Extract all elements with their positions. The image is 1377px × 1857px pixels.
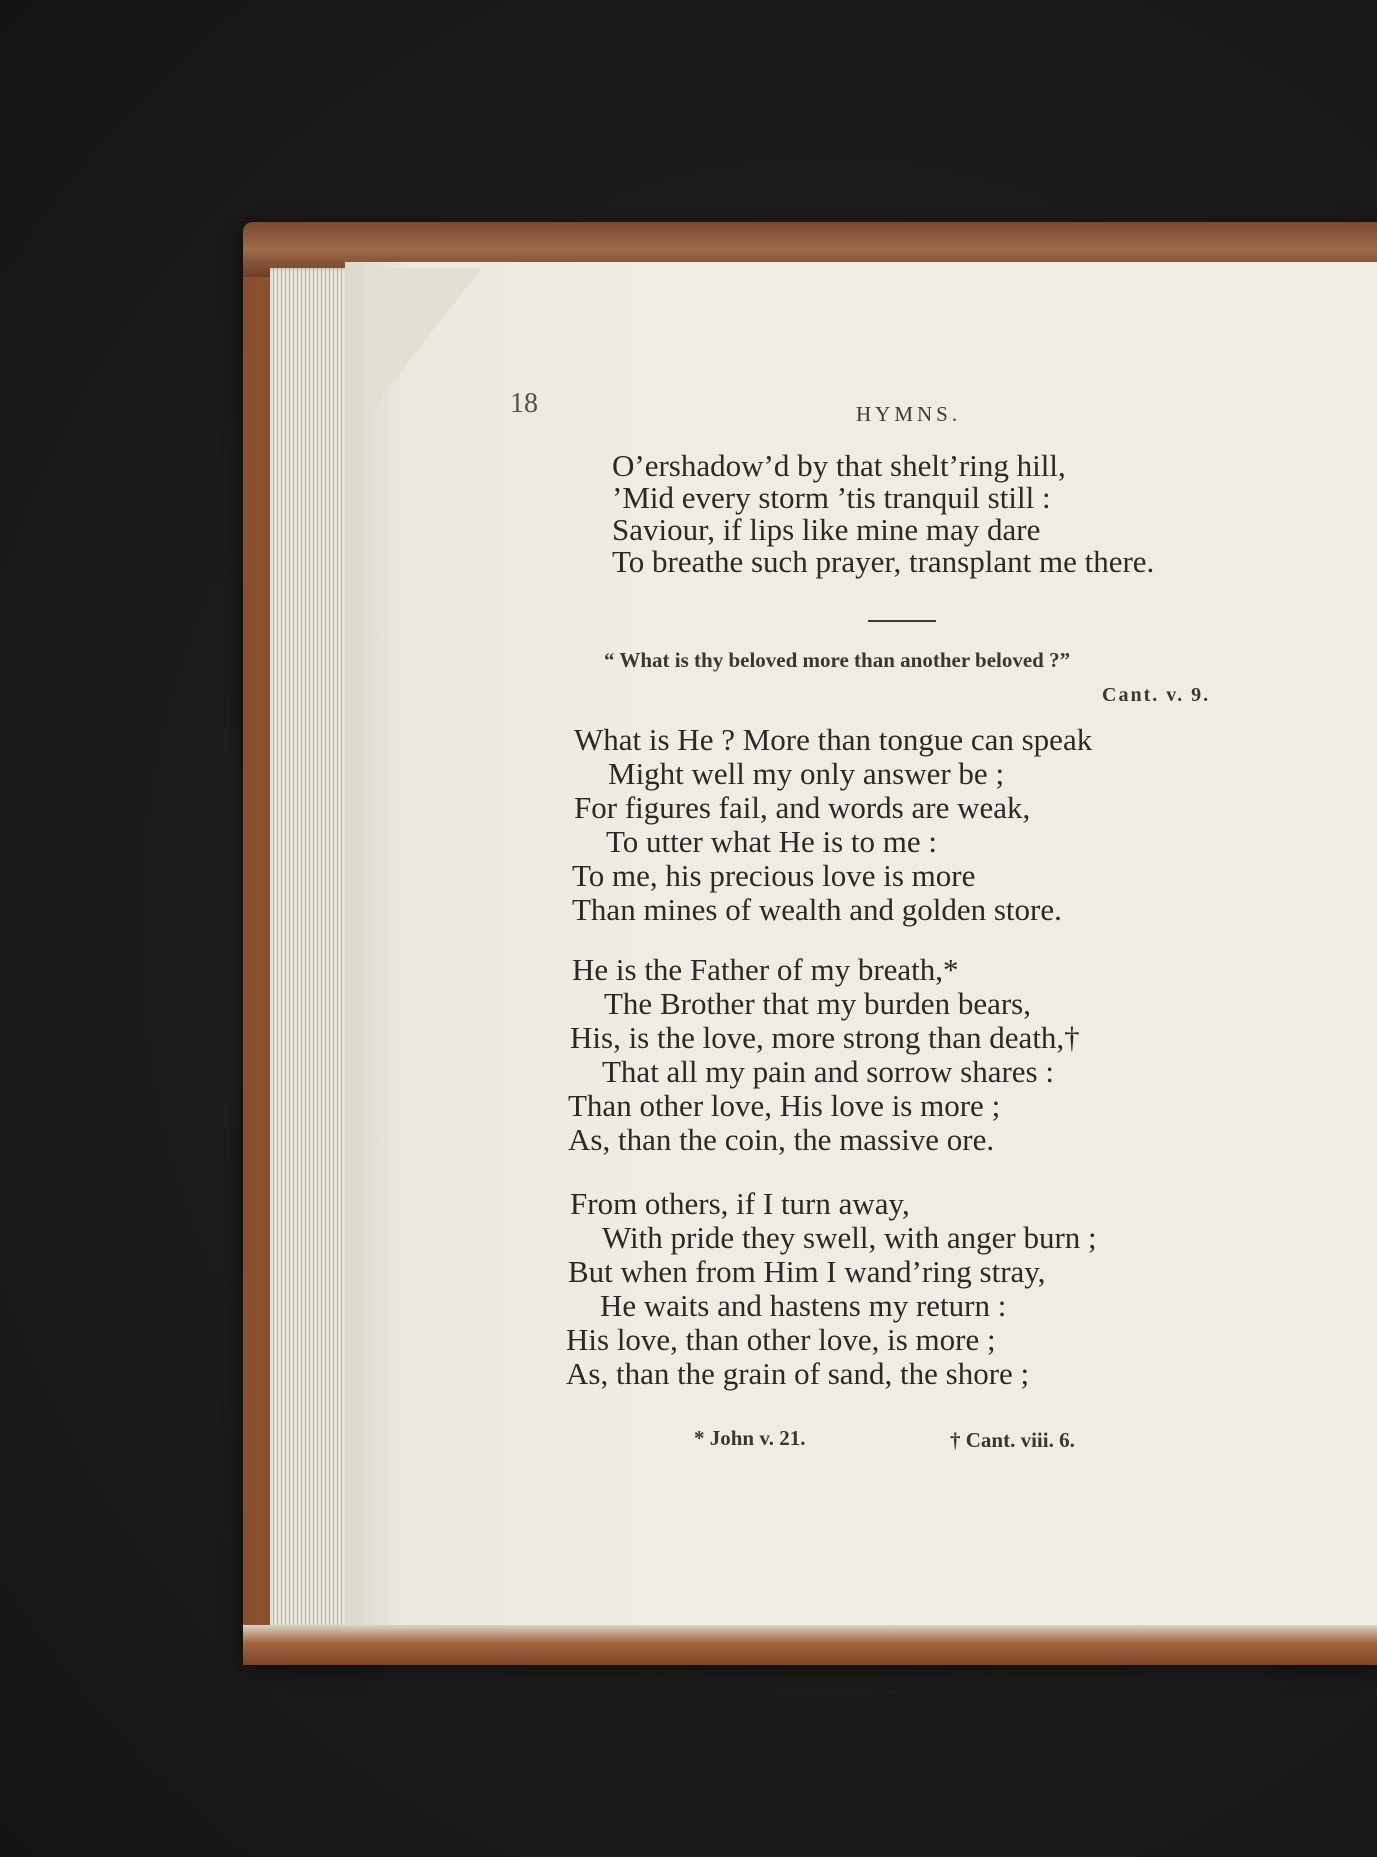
page-number: 18 <box>510 388 538 419</box>
page-fold-corner <box>372 268 482 408</box>
footnote-cant: † Cant. viii. 6. <box>950 1428 1075 1452</box>
epigraph-quote: “ What is thy beloved more than another beloved ?” <box>604 648 1071 672</box>
page-edges <box>270 268 350 1628</box>
verse-line: Than other love, His love is more ; <box>568 1088 1001 1123</box>
verse-line: His, is the love, more strong than death,† <box>570 1020 1080 1055</box>
verse-line: For figures fail, and words are weak, <box>574 790 1031 825</box>
verse-line: The Brother that my burden bears, <box>604 986 1031 1021</box>
footnote-john: * John v. 21. <box>694 1426 806 1450</box>
verse-line: As, than the grain of sand, the shore ; <box>566 1356 1030 1391</box>
verse-line: To utter what He is to me : <box>606 824 938 859</box>
verse-line: To breathe such prayer, transplant me there. <box>612 544 1155 579</box>
verse-line: Than mines of wealth and golden store. <box>572 892 1062 927</box>
book-cover-bottom <box>243 1625 1377 1665</box>
running-title: HYMNS. <box>856 402 962 426</box>
verse-line: O’ershadow’d by that shelt’ring hill, <box>612 448 1066 483</box>
epigraph-citation: Cant. v. 9. <box>1102 684 1211 706</box>
verse-line: That all my pain and sorrow shares : <box>602 1054 1054 1089</box>
verse-line: To me, his precious love is more <box>572 858 976 893</box>
verse-line: With pride they swell, with anger burn ; <box>602 1220 1097 1255</box>
verse-line: What is He ? More than tongue can speak <box>574 722 1093 757</box>
verse-line: As, than the coin, the massive ore. <box>568 1122 995 1157</box>
verse-line: Saviour, if lips like mine may dare <box>612 512 1041 547</box>
verse-line: But when from Him I wand’ring stray, <box>568 1254 1046 1289</box>
verse-line: From others, if I turn away, <box>570 1186 910 1221</box>
verse-line: Might well my only answer be ; <box>608 756 1005 791</box>
section-divider <box>868 620 936 622</box>
verse-line: His love, than other love, is more ; <box>566 1322 996 1357</box>
verse-line: ’Mid every storm ’tis tranquil still : <box>612 480 1051 515</box>
verse-line: He waits and hastens my return : <box>600 1288 1007 1323</box>
verse-line: He is the Father of my breath,* <box>572 952 959 987</box>
